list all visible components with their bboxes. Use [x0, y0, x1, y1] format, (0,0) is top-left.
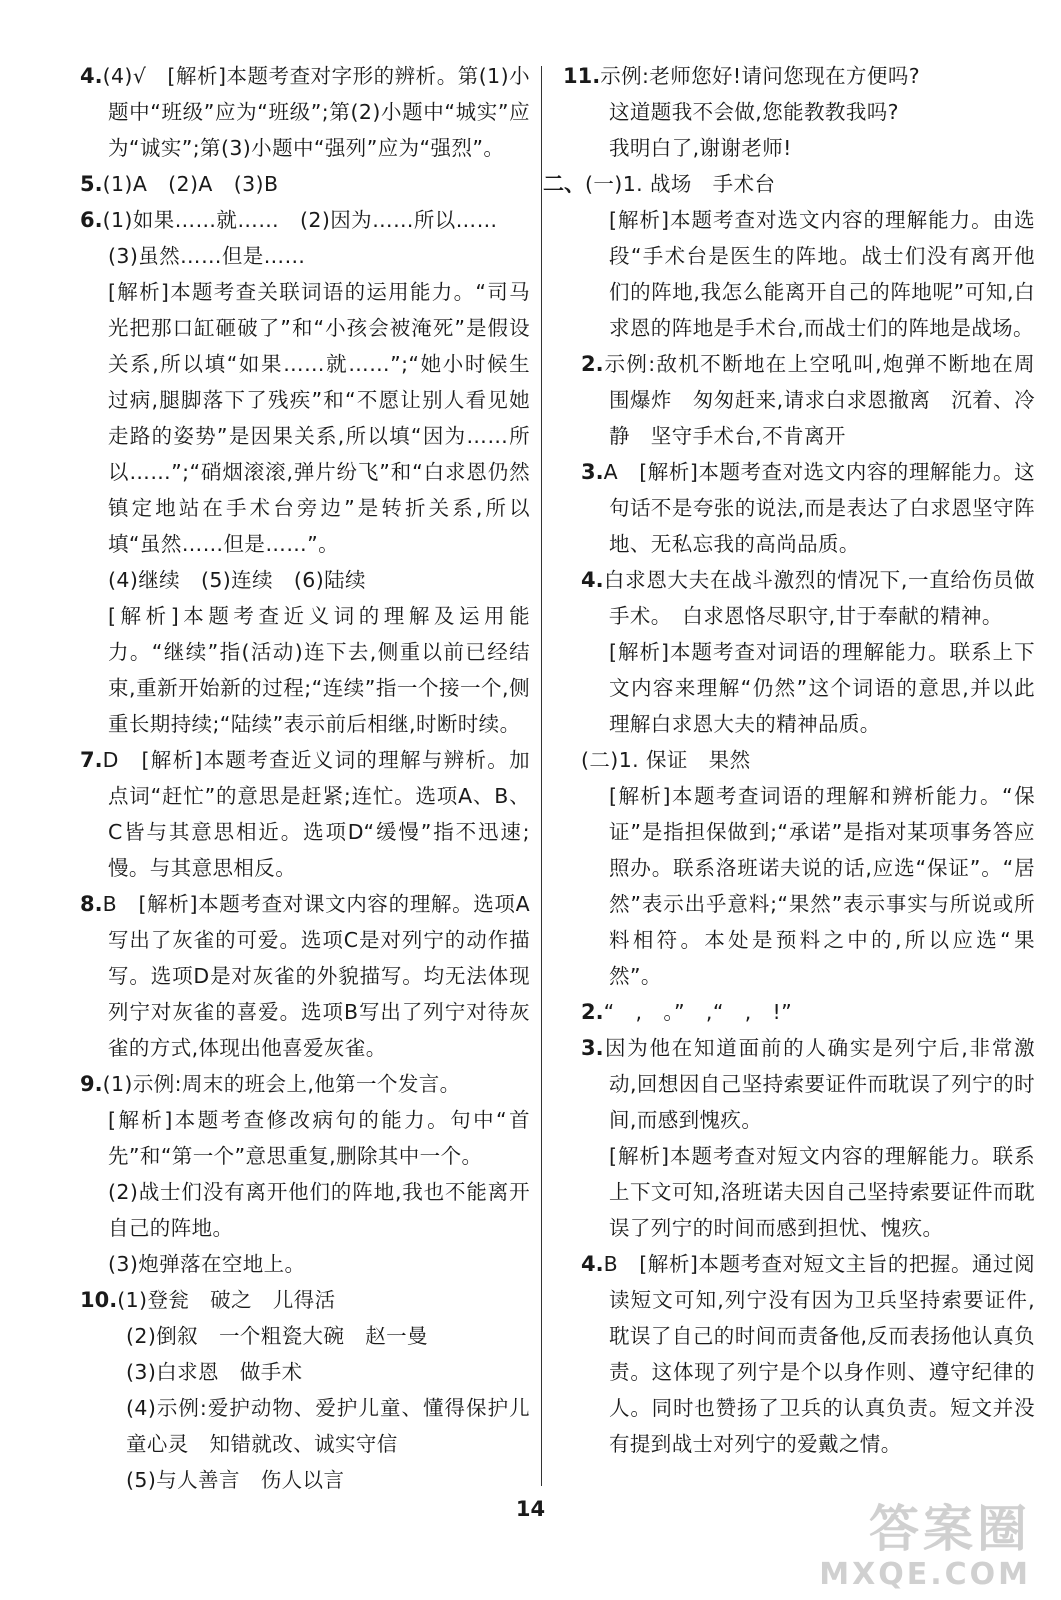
watermark-url: MXQE.COM [819, 1557, 1031, 1592]
answer-10-part4: (4)示例:爱护动物、爱护儿童、懂得保护儿童心灵 知错就改、诚实守信 [126, 1396, 530, 1456]
left-column [80, 58, 530, 1498]
section-2-2-answer-1: (二)1. 保证 果然 [581, 748, 751, 772]
item-number: 3. [581, 1036, 604, 1060]
answer-4 [80, 58, 530, 166]
answer-6-part4: (4)继续 (5)连续 (6)陆续 [108, 568, 366, 592]
answer-text: (1)登瓮 破之 儿得活 [117, 1288, 336, 1312]
section-number: 二、 [543, 172, 585, 196]
answer-text: A [解析]本题考查对选文内容的理解能力。这句话不是夸张的说法,而是表达了白求恩坚守阵地、无私忘我的高尚品质。 [603, 460, 1035, 556]
answer-2-2-4 [581, 1246, 1035, 1462]
page-number: 14 [515, 1497, 546, 1521]
item-number: 8. [80, 892, 103, 916]
item-number: 9. [80, 1072, 103, 1096]
answer-text: 白求恩大夫在战斗激烈的情况下,一直给伤员做手术。 白求恩恪尽职守,甘于奉献的精神。 [603, 568, 1035, 628]
answer-text: 示例:老师您好!请问您现在方便吗? [600, 64, 921, 88]
item-number: 6. [80, 208, 103, 232]
answer-10-part2: (2)倒叙 一个粗瓷大碗 赵一曼 [126, 1324, 428, 1348]
watermark [819, 1501, 1031, 1592]
item-number: 11. [563, 64, 601, 88]
answer-text: (1)示例:周末的班会上,他第一个发言。 [102, 1072, 461, 1096]
item-number: 4. [581, 568, 604, 592]
answer-10 [80, 1282, 530, 1318]
analysis-6a: [解析]本题考查关联词语的运用能力。“司马光把那口缸砸破了”和“小孩会被淹死”是假设关系,所以填“如果……就……”;“她小时候生过病,腿脚落下了残疾”和“不愿让别人看见她走路的姿势”是因果关系,所以填“因为……所以……”;“硝烟滚滚,弹片纷飞”和“白求恩仍然镇定地站在手术台旁边”是转折关系,所以填“虽然……但是……”。 [108, 280, 530, 556]
answer-text: “ , 。” ,“ , !” [603, 1000, 793, 1024]
item-number: 4. [80, 64, 103, 88]
item-number: 4. [581, 1252, 604, 1276]
answer-11-line2: 这道题我不会做,您能教教我吗? [609, 100, 899, 124]
answer-text: B [解析]本题考查对短文主旨的把握。通过阅读短文可知,列宁没有因为卫兵坚持索要证件,耽误了自己的时间而责备他,反而表扬他认真负责。这体现了列宁是个以身作则、遵守纪律的人。同时也赞扬了卫兵的认真负责。短文并没有提到战士对列宁的爱戴之情。 [603, 1252, 1035, 1456]
answer-11-line3: 我明白了,谢谢老师! [609, 136, 792, 160]
answer-11 [563, 58, 1035, 94]
right-column [543, 58, 1035, 1462]
analysis-2-1: [解析]本题考查对选文内容的理解能力。由选段“手术台是医生的阵地。战士们没有离开他们的阵地,我怎么能离开自己的阵地呢”可知,白求恩的阵地是手术台,而战士们的阵地是战场。 [609, 208, 1035, 340]
section-2-answer-1 [543, 166, 1035, 202]
item-number: 2. [581, 1000, 604, 1024]
answer-2-2-2 [581, 994, 1035, 1030]
watermark-logo: 答案圈 [869, 1500, 1031, 1558]
answer-text: D [解析]本题考查近义词的理解与辨析。加点词“赶忙”的意思是赶紧;连忙。选项A、B、C皆与其意思相近。选项D“缓慢”指不迅速;慢。与其意思相反。 [102, 748, 530, 880]
answer-8 [80, 886, 530, 1066]
answer-text: 因为他在知道面前的人确实是列宁后,非常激动,回想因自己坚持索要证件而耽误了列宁的时间,而感到愧疚。 [603, 1036, 1035, 1132]
answer-9-part2: (2)战士们没有离开他们的阵地,我也不能离开自己的阵地。 [108, 1180, 530, 1240]
answer-2-2-3 [581, 1030, 1035, 1138]
answer-text: B [解析]本题考查对课文内容的理解。选项A写出了灰雀的可爱。选项C是对列宁的动作描写。选项D是对灰雀的外貌描写。均无法体现列宁对灰雀的喜爱。选项B写出了列宁对待灰雀的方式,体现出他喜爱灰雀。 [102, 892, 530, 1060]
answer-7 [80, 742, 530, 886]
analysis-9: [解析]本题考查修改病句的能力。句中“首先”和“第一个”意思重复,删除其中一个。 [108, 1108, 530, 1168]
answer-text: 示例:敌机不断地在上空吼叫,炮弹不断地在周围爆炸 匆匆赶来,请求白求恩撤离 沉着、冷静 坚守手术台,不肯离开 [603, 352, 1035, 448]
answer-5 [80, 166, 530, 202]
answer-text: (1)如果……就…… (2)因为……所以…… [102, 208, 498, 232]
answer-6 [80, 202, 530, 238]
answer-text: (1)A (2)A (3)B [102, 172, 279, 196]
item-number: 2. [581, 352, 604, 376]
answer-10-part3: (3)白求恩 做手术 [126, 1360, 303, 1384]
analysis-2-2-3: [解析]本题考查对短文内容的理解能力。联系上下文可知,洛班诺夫因自己坚持索要证件而耽误了列宁的时间而感到担忧、愧疚。 [609, 1144, 1035, 1240]
analysis-6b: [解析]本题考查近义词的理解及运用能力。“继续”指(活动)连下去,侧重以前已经结束,重新开始新的过程;“连续”指一个接一个,侧重长期持续;“陆续”表示前后相继,时断时续。 [108, 604, 530, 736]
item-number: 3. [581, 460, 604, 484]
answer-2-4 [581, 562, 1035, 634]
answer-6-part3: (3)虽然……但是…… [108, 244, 306, 268]
item-number: 7. [80, 748, 103, 772]
answer-9-part3: (3)炮弹落在空地上。 [108, 1252, 306, 1276]
answer-text: (4)√ [解析]本题考查对字形的辨析。第(1)小题中“班级”应为“班级”;第(2)小题中“城实”应为“诚实”;第(3)小题中“强列”应为“强烈”。 [102, 64, 530, 160]
analysis-2-4: [解析]本题考查对词语的理解能力。联系上下文内容来理解“仍然”这个词语的意思,并以此理解白求恩大夫的精神品质。 [609, 640, 1035, 736]
answer-2-2 [581, 346, 1035, 454]
item-number: 10. [80, 1288, 118, 1312]
analysis-2-2-1: [解析]本题考查词语的理解和辨析能力。“保证”是指担保做到;“承诺”是指对某项事务答应照办。联系洛班诺夫说的话,应选“保证”。“居然”表示出乎意料;“果然”表示事实与所说或所料相符。本处是预料之中的,所以应选“果然”。 [609, 784, 1035, 988]
column-divider [541, 66, 542, 1486]
answer-text: (一)1. 战场 手术台 [585, 172, 776, 196]
answer-2-3 [581, 454, 1035, 562]
answer-9 [80, 1066, 530, 1102]
item-number: 5. [80, 172, 103, 196]
answer-10-part5: (5)与人善言 伤人以言 [126, 1468, 345, 1492]
